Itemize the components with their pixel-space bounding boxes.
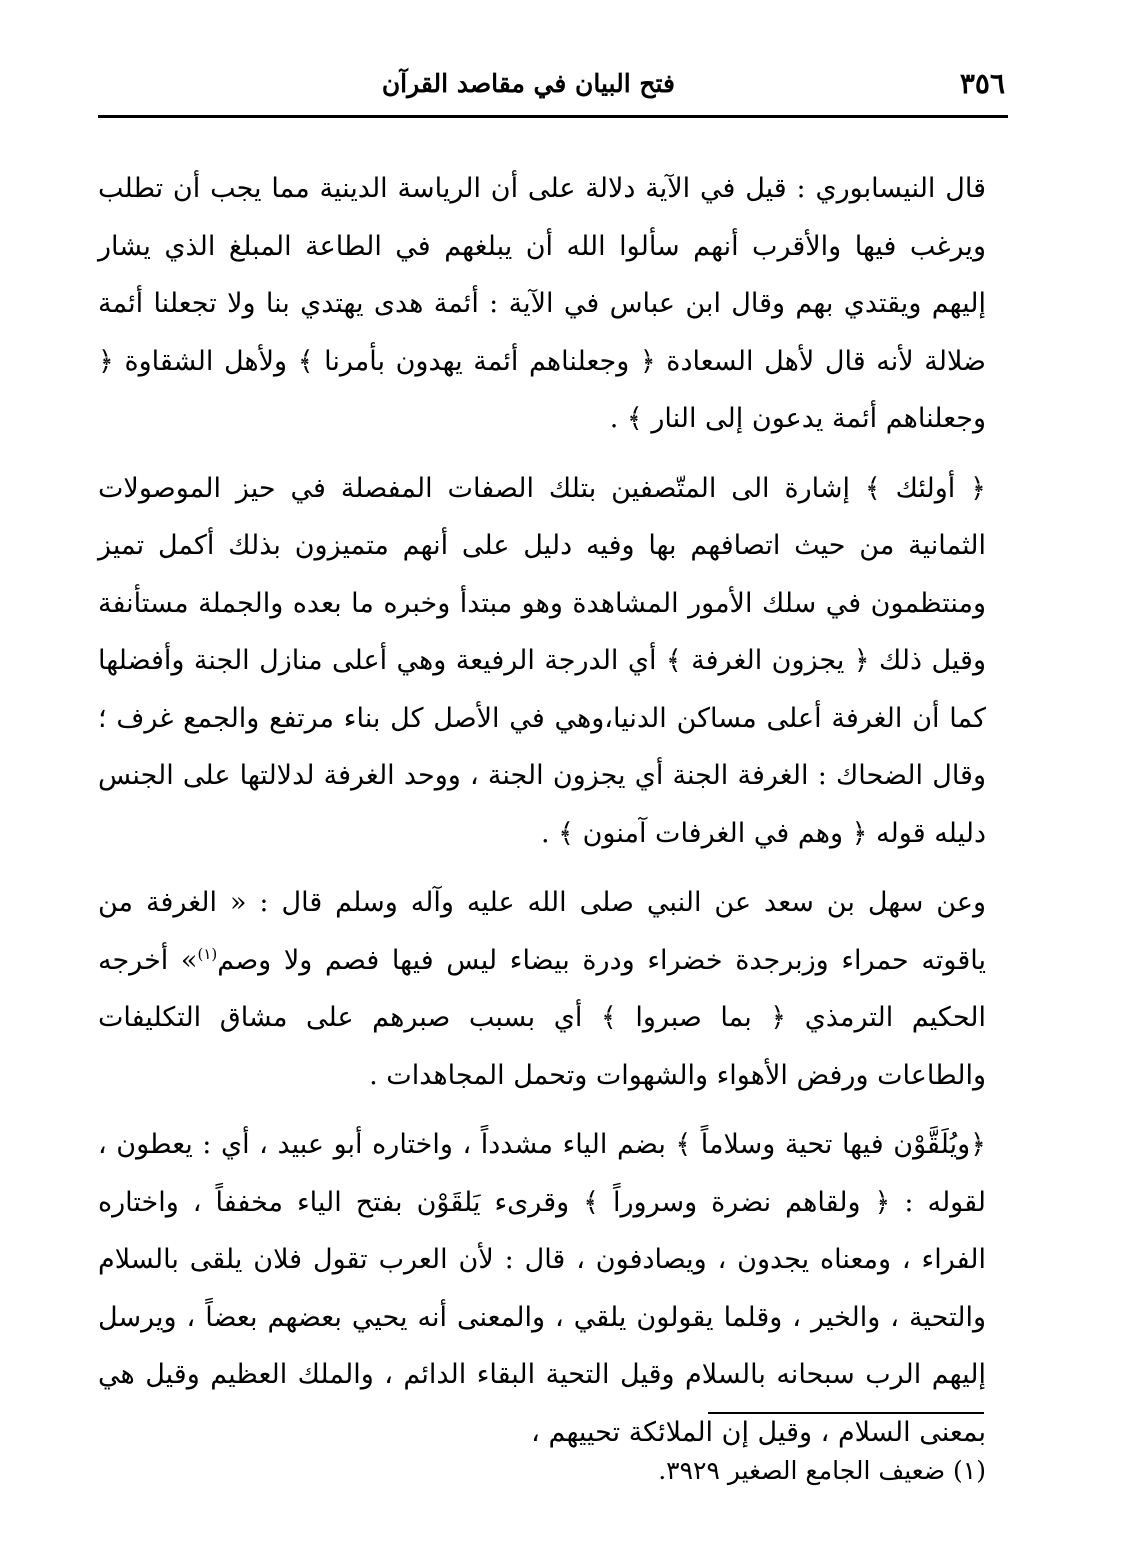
- paragraph-3-text: وعن سهل بن سعد عن النبي صلى الله عليه وآله وسلم قال : « الغرفة من ياقوته حمراء وزبرجدة خضراء ودرة بيضاء ليس فيها فصم ولا وصم: [98, 887, 987, 976]
- paragraph-4: ﴿ويُلَقَّوْن فيها تحية وسلاماً ﴾ بضم الياء مشدداً ، واختاره أبو عبيد ، أي : يعطون ، لقوله : ﴿ ولقاهم نضرة وسروراً ﴾ وقرىء يَلقَوْن بفتح الياء مخففاً ، واختاره الفراء ، ومعناه يجدون ، ويصادفون ، قال : لأن العرب تقول فلان يلقى بالسلام والتحية ، والخير ، وقلما يقولون يلقي ، والمعنى أنه يحيي بعضهم بعضاً ، ويرسل إليهم الرب سبحانه بالسلام وقيل التحية البقاء الدائم ، والملك العظيم وقيل هي بمعنى السلام ، وقيل إن الملائكة تحييهم ،: [98, 1129, 986, 1448]
- paragraph-3: [98, 874, 986, 1104]
- footnote: (١) ضعيف الجامع الصغير ٣٩٢٩.: [658, 1456, 986, 1485]
- paragraph-2: ﴿ أولئك ﴾ إشارة الى المتّصفين بتلك الصفات المفصلة في حيز الموصولات الثمانية من حيث اتصافهم بها وفيه دليل على أنهم متميزون بذلك أكمل تميز ومنتظمون في سلك الأمور المشاهدة وهو مبتدأ وخبره ما بعده والجملة مستأنفة وقيل ذلك ﴿ يجزون الغرفة ﴾ أي الدرجة الرفيعة وهي أعلى منازل الجنة وأفضلها كما أن الغرفة أعلى مساكن الدنيا،وهي في الأصل كل بناء مرتفع والجمع غرف ؛ وقال الضحاك : الغرفة الجنة أي يجزون الجنة ، ووحد الغرفة لدلالتها على الجنس دليله قوله ﴿ وهم في الغرفات آمنون ﴾ .: [98, 472, 986, 849]
- header-divider: [98, 115, 1008, 118]
- page-number: ٣٥٦: [959, 67, 1005, 100]
- paragraph-3-text-continued: » أخرجه الحكيم الترمذي ﴿ بما صبروا ﴾ أي بسبب صبرهم على مشاق التكليفات والطاعات ورفض الأهواء والشهوات وتحمل المجاهدات .: [98, 944, 986, 1091]
- page-header: [100, 64, 1005, 106]
- paragraph-1: قال النيسابوري : قيل في الآية دلالة على أن الرياسة الدينية مما يجب أن تطلب ويرغب فيها والأقرب أنهم سألوا الله أن يبلغهم في الطاعة المبلغ الذي يشار إليهم ويقتدي بهم وقال ابن عباس في الآية : أئمة هدى يهتدي بنا ولا تجعلنا أئمة ضلالة لأنه قال لأهل السعادة ﴿ وجعلناهم أئمة يهدون بأمرنا ﴾ ولأهل الشقاوة ﴿ وجعلناهم أئمة يدعون إلى النار ﴾ .: [98, 173, 986, 434]
- footnote-divider: [708, 1412, 984, 1414]
- footnote-reference: (١): [197, 944, 218, 963]
- main-text: [98, 160, 986, 1473]
- running-title: فتح البيان في مقاصد القرآن: [381, 69, 675, 98]
